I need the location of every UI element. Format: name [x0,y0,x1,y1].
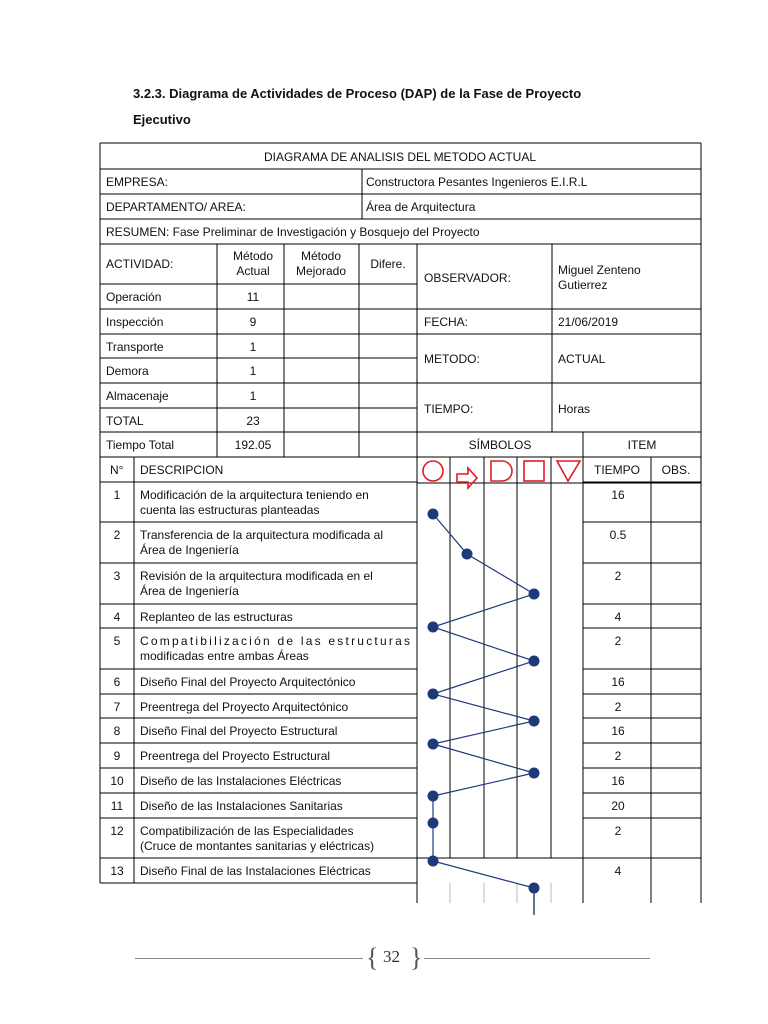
section-heading-line2: Ejecutivo [133,112,191,127]
summary-label: Demora [106,364,149,378]
activity-tiempo: 2 [614,569,622,583]
simbolos-label: SÍMBOLOS [468,438,532,452]
tiempo-header: TIEMPO [593,463,641,477]
observador-value: Gutierrez [558,278,608,292]
obs-header: OBS. [661,463,691,477]
flow-point [529,768,540,779]
metodo-label: METODO: [424,352,480,366]
activity-description: Diseño Final del Proyecto Estructural [140,724,338,738]
activity-description: Diseño de las Instalaciones Eléctricas [140,774,342,788]
activity-tiempo: 2 [614,634,622,648]
circle-operation-icon [423,461,443,481]
flow-point [428,622,439,633]
activity-number: 13 [110,864,124,878]
activity-tiempo: 20 [611,799,625,813]
footer-rule-right [424,958,650,959]
summary-label: Almacenaje [106,389,169,403]
activity-number: 1 [113,488,121,502]
activity-number: 8 [113,724,121,738]
flow-point [428,509,439,520]
empresa-label: EMPRESA: [106,175,169,189]
activity-description: Área de Ingeniería [140,543,239,557]
activity-tiempo: 0.5 [609,528,627,542]
summary-actual-value: 1 [249,364,257,378]
activity-description: (Cruce de montantes sanitarias y eléctricas) [140,839,375,853]
activity-description: Preentrega del Proyecto Arquitectónico [140,700,349,714]
activity-description: Área de Ingeniería [140,584,239,598]
departamento-value: Área de Arquitectura [366,200,476,214]
activity-description: Diseño Final de las Instalaciones Eléctricas [140,864,371,878]
activity-description: Preentrega del Proyecto Estructural [140,749,331,763]
activity-number: 3 [113,569,121,583]
summary-actual-value: 23 [246,414,260,428]
activity-tiempo: 16 [611,724,625,738]
square-inspection-icon [524,461,544,481]
empresa-value: Constructora Pesantes Ingenieros E.I.R.L [366,175,588,189]
flow-point [428,689,439,700]
actividad-label: ACTIVIDAD: [106,257,174,271]
observador-value: Miguel Zenteno [558,263,641,277]
activity-tiempo: 16 [611,774,625,788]
activity-number: 9 [113,749,121,763]
tiempo-total-value: 192.05 [234,438,272,452]
diferencia-header: Difere. [370,257,406,271]
summary-label: Operación [106,290,162,304]
activity-tiempo: 2 [614,700,622,714]
flow-point [428,856,439,867]
summary-actual-value: 1 [249,340,257,354]
activity-tiempo: 2 [614,824,622,838]
summary-actual-value: 1 [249,389,257,403]
summary-actual-value: 11 [246,290,260,304]
item-label: ITEM [627,438,657,452]
activity-number: 11 [110,799,124,813]
flow-point [529,656,540,667]
activity-description: Revisión de la arquitectura modificada en el [140,569,373,583]
tiempo-total-label: Tiempo Total [106,438,175,452]
metodo-value: ACTUAL [558,352,606,366]
activity-description: Transferencia de la arquitectura modificada al [140,528,384,542]
observador-label: OBSERVADOR: [424,271,511,285]
activity-description: Diseño Final del Proyecto Arquitectónico [140,675,356,689]
table-title: DIAGRAMA DE ANALISIS DEL METODO ACTUAL [263,150,537,164]
summary-label: Inspección [106,315,164,329]
fecha-label: FECHA: [424,315,469,329]
activity-number: 7 [113,700,121,714]
section-heading-line1: 3.2.3. Diagrama de Actividades de Proceso (DAP) de la Fase de Proyecto [133,86,582,101]
activity-tiempo: 16 [611,675,625,689]
metodo-actual-header: Actual [236,264,270,278]
flow-point [529,883,540,894]
footer-rule-left [135,958,363,959]
activity-description: Compatibilización de las estructuras [140,634,410,648]
metodo-actual-header: Método [232,249,274,263]
flow-point [428,818,439,829]
activity-tiempo: 4 [614,864,622,878]
summary-label: TOTAL [106,414,144,428]
descripcion-header: DESCRIPCION [140,463,224,477]
triangle-storage-icon [557,461,580,481]
activity-description: Diseño de las Instalaciones Sanitarias [140,799,343,813]
flow-point [428,739,439,750]
arrow-transport-icon [457,468,477,488]
activity-description: Replanteo de las estructuras [140,610,293,624]
activity-number: 6 [113,675,121,689]
footer-brace-left: { [366,943,379,972]
summary-actual-value: 9 [249,315,257,329]
flow-point [529,589,540,600]
activity-number: 10 [110,774,124,788]
activity-description: modificadas entre ambas Áreas [140,649,309,663]
activity-number: 5 [113,634,121,648]
fecha-value: 21/06/2019 [558,315,619,329]
footer-brace-right: } [410,943,423,972]
activity-description: Modificación de la arquitectura teniendo en [140,488,369,502]
metodo-mejorado-header: Mejorado [295,264,347,278]
activity-number: 2 [113,528,121,542]
resumen-text: RESUMEN: Fase Preliminar de Investigación y Bosquejo del Proyecto [106,225,480,239]
n-header: N° [110,463,124,477]
metodo-mejorado-header: Método [300,249,342,263]
tiempo-label: TIEMPO: [424,402,474,416]
summary-label: Transporte [106,340,164,354]
activity-tiempo: 2 [614,749,622,763]
d-delay-icon [491,461,512,481]
flow-point [428,791,439,802]
activity-tiempo: 16 [611,488,625,502]
activity-number: 4 [113,610,121,624]
activity-number: 12 [110,824,124,838]
departamento-label: DEPARTAMENTO/ AREA: [106,200,246,214]
tiempo-value: Horas [558,402,591,416]
activity-description: Compatibilización de las Especialidades [140,824,354,838]
flow-point [462,549,473,560]
page-number: 32 [383,947,400,966]
activity-description: cuenta las estructuras planteadas [140,503,320,517]
flow-point [529,716,540,727]
activity-tiempo: 4 [614,610,622,624]
